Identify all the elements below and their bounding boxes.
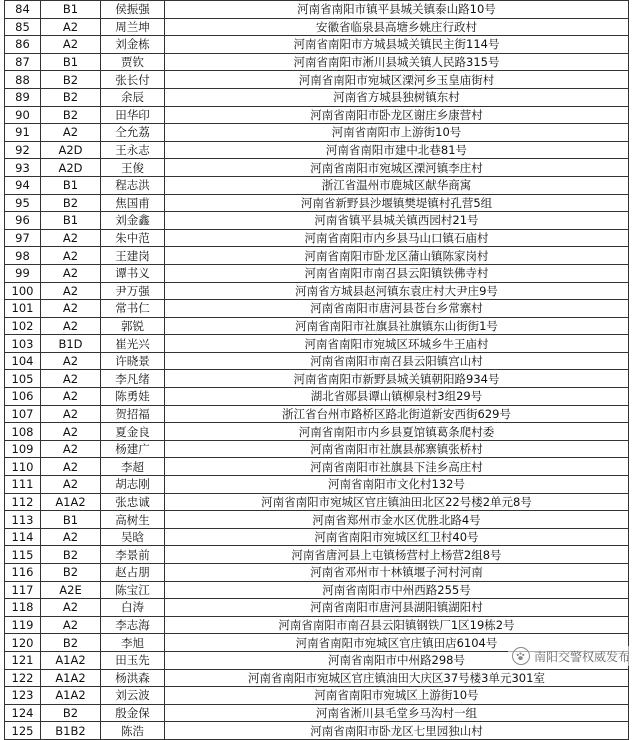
license-class-cell: A2	[41, 616, 101, 634]
license-class-cell: B1	[41, 1, 101, 19]
address-cell: 河南省南阳市唐河县湖阳镇湖阳村	[165, 599, 629, 617]
table-row	[5, 194, 629, 212]
license-class-cell: A2	[41, 440, 101, 458]
table-row	[5, 352, 629, 370]
row-number-cell: 104	[5, 352, 41, 370]
row-number-cell: 89	[5, 88, 41, 106]
driver-name-cell: 白涛	[101, 599, 165, 617]
table-row	[5, 423, 629, 441]
license-class-cell: B1D	[41, 335, 101, 353]
license-class-cell: A1A2	[41, 651, 101, 669]
table-row	[5, 141, 629, 159]
table-row	[5, 124, 629, 142]
row-number-cell: 96	[5, 212, 41, 230]
address-cell: 河南省南阳市社旗县下洼乡高庄村	[165, 458, 629, 476]
driver-name-cell: 李景前	[101, 546, 165, 564]
row-number-cell: 115	[5, 546, 41, 564]
table-row	[5, 546, 629, 564]
row-number-cell: 117	[5, 581, 41, 599]
address-cell: 浙江省台州市路桥区路北街道新安西街629号	[165, 405, 629, 423]
table-row	[5, 687, 629, 705]
license-class-cell: B2	[41, 634, 101, 652]
driver-name-cell: 刘金鑫	[101, 212, 165, 230]
driver-name-cell: 朱中范	[101, 229, 165, 247]
row-number-cell: 88	[5, 71, 41, 89]
license-class-cell: A2	[41, 370, 101, 388]
license-class-cell: A2	[41, 423, 101, 441]
address-cell: 河南省方城县独树镇东村	[165, 88, 629, 106]
driver-name-cell: 陈浩	[101, 722, 165, 740]
address-cell: 湖北省郧县谭山镇柳泉村3组29号	[165, 388, 629, 406]
row-number-cell: 86	[5, 36, 41, 54]
driver-name-cell: 胡志刚	[101, 476, 165, 494]
row-number-cell: 105	[5, 370, 41, 388]
table-row	[5, 458, 629, 476]
table-row	[5, 388, 629, 406]
table-row	[5, 493, 629, 511]
driver-name-cell: 夏金良	[101, 423, 165, 441]
license-class-cell: B1	[41, 53, 101, 71]
row-number-cell: 123	[5, 687, 41, 705]
table-row	[5, 53, 629, 71]
driver-name-cell: 吴晗	[101, 528, 165, 546]
license-class-cell: A1A2	[41, 687, 101, 705]
table-row	[5, 599, 629, 617]
driver-name-cell: 田玉先	[101, 651, 165, 669]
row-number-cell: 94	[5, 176, 41, 194]
license-class-cell: B2	[41, 194, 101, 212]
address-cell: 河南省南阳市宛城区红卫村40号	[165, 528, 629, 546]
address-cell: 河南省南阳市方城县城关镇民主街114号	[165, 36, 629, 54]
driver-name-cell: 陈宝江	[101, 581, 165, 599]
driver-name-cell: 杨建广	[101, 440, 165, 458]
table-row	[5, 722, 629, 740]
license-class-cell: A2	[41, 282, 101, 300]
address-cell: 安徽省临泉县高塘乡姚庄行政村	[165, 18, 629, 36]
address-cell: 河南省南阳市宛城区溧河乡玉皇庙街村	[165, 71, 629, 89]
paw-icon	[512, 647, 530, 665]
license-class-cell: A2	[41, 405, 101, 423]
row-number-cell: 87	[5, 53, 41, 71]
row-number-cell: 102	[5, 317, 41, 335]
license-class-cell: A2	[41, 388, 101, 406]
driver-name-cell: 杨洪森	[101, 669, 165, 687]
table-row	[5, 581, 629, 599]
address-cell: 河南省南阳市内乡县马山口镇石庙村	[165, 229, 629, 247]
row-number-cell: 113	[5, 511, 41, 529]
license-class-cell: B2	[41, 546, 101, 564]
license-class-cell: B1	[41, 176, 101, 194]
table-row	[5, 88, 629, 106]
driver-name-cell: 郭锐	[101, 317, 165, 335]
table-row	[5, 106, 629, 124]
driver-name-cell: 程志洪	[101, 176, 165, 194]
watermark	[508, 646, 634, 666]
row-number-cell: 112	[5, 493, 41, 511]
table-row	[5, 1, 629, 19]
driver-name-cell: 崔光兴	[101, 335, 165, 353]
address-cell: 河南省方城县赵河镇东袁庄村大尹庄9号	[165, 282, 629, 300]
driver-name-cell: 仝允荔	[101, 124, 165, 142]
license-class-cell: B2	[41, 88, 101, 106]
driver-name-cell: 余辰	[101, 88, 165, 106]
table-row	[5, 440, 629, 458]
license-class-cell: B1	[41, 212, 101, 230]
license-class-cell: B2	[41, 71, 101, 89]
address-cell: 河南省南阳市宛城区官庄镇油田北区22号楼2单元8号	[165, 493, 629, 511]
license-class-cell: A2	[41, 300, 101, 318]
address-cell: 河南省南阳市上游街10号	[165, 124, 629, 142]
license-class-cell: A2	[41, 476, 101, 494]
license-class-cell: A2D	[41, 141, 101, 159]
driver-name-cell: 李超	[101, 458, 165, 476]
address-cell: 河南省南阳市宛城区官庄镇油田大庆区37号楼3单元301室	[165, 669, 629, 687]
row-number-cell: 97	[5, 229, 41, 247]
row-number-cell: 101	[5, 300, 41, 318]
address-cell: 河南省新野县沙堰镇樊堤镇村孔营5组	[165, 194, 629, 212]
row-number-cell: 100	[5, 282, 41, 300]
address-cell: 河南省南阳市社旗县郝寨镇张桥村	[165, 440, 629, 458]
table-row	[5, 159, 629, 177]
address-cell: 河南省南阳市镇平县城关镇泰山路10号	[165, 1, 629, 19]
table-row	[5, 528, 629, 546]
license-class-cell: B2	[41, 564, 101, 582]
driver-list-table	[4, 0, 629, 740]
driver-name-cell: 贾钦	[101, 53, 165, 71]
row-number-cell: 124	[5, 704, 41, 722]
license-class-cell: A2	[41, 229, 101, 247]
table-row	[5, 71, 629, 89]
license-class-cell: A2E	[41, 581, 101, 599]
address-cell: 河南省南阳市建中北巷81号	[165, 141, 629, 159]
row-number-cell: 111	[5, 476, 41, 494]
row-number-cell: 106	[5, 388, 41, 406]
table-body	[5, 1, 629, 740]
address-cell: 河南省邓州市十林镇堰子河村河南	[165, 564, 629, 582]
driver-name-cell: 王俊	[101, 159, 165, 177]
address-cell: 河南省南阳市南召县云阳镇铁佛寺村	[165, 264, 629, 282]
address-cell: 河南省唐河县上屯镇杨营村上杨营2组8号	[165, 546, 629, 564]
driver-name-cell: 赵占朋	[101, 564, 165, 582]
driver-name-cell: 张忠诚	[101, 493, 165, 511]
row-number-cell: 116	[5, 564, 41, 582]
row-number-cell: 121	[5, 651, 41, 669]
address-cell: 河南省郑州市金水区优胜北路4号	[165, 511, 629, 529]
table-row	[5, 212, 629, 230]
address-cell: 河南省南阳市卧龙区七里园独山村	[165, 722, 629, 740]
address-cell: 河南省南阳市南召县云阳镇钢铁厂1区19栋2号	[165, 616, 629, 634]
driver-name-cell: 谭书义	[101, 264, 165, 282]
table-row	[5, 669, 629, 687]
driver-name-cell: 周兰坤	[101, 18, 165, 36]
table-row	[5, 564, 629, 582]
row-number-cell: 118	[5, 599, 41, 617]
driver-name-cell: 贺招福	[101, 405, 165, 423]
row-number-cell: 95	[5, 194, 41, 212]
license-class-cell: B2	[41, 704, 101, 722]
driver-name-cell: 李旭	[101, 634, 165, 652]
license-class-cell: A2	[41, 599, 101, 617]
address-cell: 河南省南阳市新野县城关镇朝阳路934号	[165, 370, 629, 388]
driver-name-cell: 张长付	[101, 71, 165, 89]
license-class-cell: A1A2	[41, 493, 101, 511]
address-cell: 河南省南阳市宛城区环城乡牛王庙村	[165, 335, 629, 353]
row-number-cell: 93	[5, 159, 41, 177]
row-number-cell: 114	[5, 528, 41, 546]
driver-name-cell: 殷金保	[101, 704, 165, 722]
table-row	[5, 176, 629, 194]
address-cell: 河南省淅川县毛堂乡马沟村一组	[165, 704, 629, 722]
license-class-cell: B1B2	[41, 722, 101, 740]
driver-name-cell: 焦国甫	[101, 194, 165, 212]
address-cell: 河南省南阳市淅川县城关镇人民路315号	[165, 53, 629, 71]
row-number-cell: 119	[5, 616, 41, 634]
row-number-cell: 122	[5, 669, 41, 687]
license-class-cell: A1A2	[41, 669, 101, 687]
table-row	[5, 36, 629, 54]
address-cell: 河南省南阳市文化村132号	[165, 476, 629, 494]
watermark-text: 南阳交警权威发布	[533, 649, 630, 664]
license-class-cell: A2	[41, 18, 101, 36]
driver-name-cell: 田华印	[101, 106, 165, 124]
driver-name-cell: 陈勇娃	[101, 388, 165, 406]
license-class-cell: A2	[41, 264, 101, 282]
row-number-cell: 107	[5, 405, 41, 423]
address-cell: 河南省南阳市南召县云阳镇宫山村	[165, 352, 629, 370]
address-cell: 河南省南阳市卧龙区谢庄乡康营村	[165, 106, 629, 124]
license-class-cell: A2	[41, 317, 101, 335]
address-cell: 河南省镇平县城关镇西园村21号	[165, 212, 629, 230]
table-row	[5, 616, 629, 634]
license-class-cell: A2	[41, 352, 101, 370]
address-cell: 河南省南阳市宛城区上游街10号	[165, 687, 629, 705]
row-number-cell: 103	[5, 335, 41, 353]
table-row	[5, 317, 629, 335]
table-row	[5, 264, 629, 282]
row-number-cell: 110	[5, 458, 41, 476]
license-class-cell: B2	[41, 106, 101, 124]
table-row	[5, 335, 629, 353]
row-number-cell: 108	[5, 423, 41, 441]
row-number-cell: 92	[5, 141, 41, 159]
table-row	[5, 405, 629, 423]
row-number-cell: 85	[5, 18, 41, 36]
table-row	[5, 282, 629, 300]
license-class-cell: B1	[41, 511, 101, 529]
driver-name-cell: 许晓景	[101, 352, 165, 370]
address-cell: 河南省南阳市中州西路255号	[165, 581, 629, 599]
address-cell: 河南省南阳市中州路298号	[165, 651, 629, 669]
row-number-cell: 84	[5, 1, 41, 19]
driver-name-cell: 常书仁	[101, 300, 165, 318]
row-number-cell: 91	[5, 124, 41, 142]
address-cell: 河南省南阳市宛城区溧河镇李庄村	[165, 159, 629, 177]
driver-name-cell: 李志海	[101, 616, 165, 634]
row-number-cell: 120	[5, 634, 41, 652]
table-row	[5, 476, 629, 494]
row-number-cell: 109	[5, 440, 41, 458]
license-class-cell: A2D	[41, 159, 101, 177]
driver-name-cell: 刘金栋	[101, 36, 165, 54]
row-number-cell: 90	[5, 106, 41, 124]
license-class-cell: A2	[41, 124, 101, 142]
driver-name-cell: 侯振强	[101, 1, 165, 19]
address-cell: 河南省南阳市内乡县夏馆镇葛条爬村委	[165, 423, 629, 441]
address-cell: 河南省南阳市社旗县社旗镇东山街街1号	[165, 317, 629, 335]
row-number-cell: 125	[5, 722, 41, 740]
table-row	[5, 300, 629, 318]
address-cell: 河南省南阳市宛城区官庄镇田店6104号	[165, 634, 629, 652]
address-cell: 河南省南阳市卧龙区蒲山镇陈家岗村	[165, 247, 629, 265]
address-cell: 浙江省温州市鹿城区献华商寓	[165, 176, 629, 194]
license-class-cell: A2	[41, 247, 101, 265]
driver-name-cell: 王建岗	[101, 247, 165, 265]
table-row	[5, 229, 629, 247]
table-row	[5, 704, 629, 722]
row-number-cell: 98	[5, 247, 41, 265]
driver-name-cell: 尹万强	[101, 282, 165, 300]
row-number-cell: 99	[5, 264, 41, 282]
table-row	[5, 18, 629, 36]
driver-name-cell: 刘云波	[101, 687, 165, 705]
table-row	[5, 247, 629, 265]
driver-name-cell: 王永志	[101, 141, 165, 159]
table-row	[5, 370, 629, 388]
address-cell: 河南省南阳市唐河县苍台乡常寨村	[165, 300, 629, 318]
license-class-cell: A2	[41, 36, 101, 54]
table-row	[5, 511, 629, 529]
license-class-cell: A2	[41, 528, 101, 546]
driver-name-cell: 高树生	[101, 511, 165, 529]
license-class-cell: A2	[41, 458, 101, 476]
driver-name-cell: 李凡绪	[101, 370, 165, 388]
